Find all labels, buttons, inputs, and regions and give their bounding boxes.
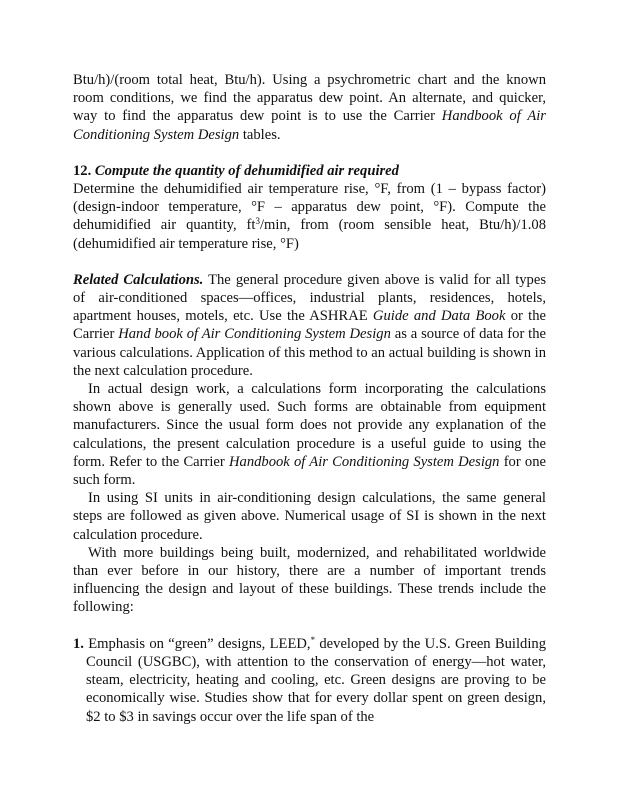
related-calculations-paragraph: Related Calculations. The general procedure given above is valid for all types of air-conditioned spaces—offices, industrial plants, residences, hotels, apartment houses, motels, etc. Use the ASHRAE Guide and Data Book or the Carrier Hand book of Air Conditioning System Design as a source of data for the various calculations. Application of this method to an actual building is shown in the next calculation procedure. [73, 271, 547, 379]
step-12-body: Determine the dehumidified air temperature rise, °F, from (1 – bypass factor) (design-indoor temperature, °F – apparatus dew point, °F). Compute the dehumidified air quantity, $ft^3/\min$, from (room sensible heat, Btu/h)/1.08 (dehumidified air temperature rise, °F) [73, 181, 546, 252]
ashrae-guide-title: Guide and Data Book [372, 308, 506, 325]
page-content [73, 71, 546, 726]
related-calculations-heading: Related Calculations. [73, 271, 204, 288]
handbook-title: Handbook of Air Conditioning System Design [73, 108, 546, 143]
carrier-handbook-title: Hand book of Air Conditioning System Design [118, 326, 391, 343]
carrier-handbook-title-2: Handbook of Air Conditioning System Design [228, 453, 500, 470]
design-work-paragraph: In actual design work, a calculations form incorporating the calculations shown above is generally used. Such forms are obtainable from equipment manufacturers. Since the usual form does not provide any explanation of the calculations, the present calculation procedure is a useful guide to using the form. Refer to the Carrier Handbook of Air Conditioning System Design for one such form. [73, 381, 546, 489]
footnote-marker: * [310, 634, 316, 645]
paragraph-apparatus-dew-point: Btu/h)/(room total heat, Btu/h). Using a psychrometric chart and the known room conditions, we find the apparatus dew point. An alternate, and quicker, way to find the apparatus dew point is to use the Carrier Handbook of Air Conditioning System Design tables. [73, 72, 546, 143]
trends-paragraph: With more buildings being built, modernized, and rehabilitated worldwide than ever before in our history, there are a number of important trends influencing the design and layout of these buildings. These trends include the following: [73, 544, 546, 616]
list-item-1: 1. Emphasis on “green” designs, LEED,* developed by the U.S. Green Building Council (USGBC), with attention to the conservation of energy—hot water, steam, electricity, heating and cooling, etc. Green designs are proving to be economically wise. Studies show that for every dollar spent on green design, $2 to $3 in savings occur over the life span of the [73, 634, 546, 725]
si-units-paragraph: In using SI units in air-conditioning design calculations, the same general steps are followed as given above. Numerical usage of SI is shown in the next calculation procedure. [73, 490, 546, 543]
step-12-heading: 12. Compute the quantity of dehumidified air required [73, 162, 399, 179]
